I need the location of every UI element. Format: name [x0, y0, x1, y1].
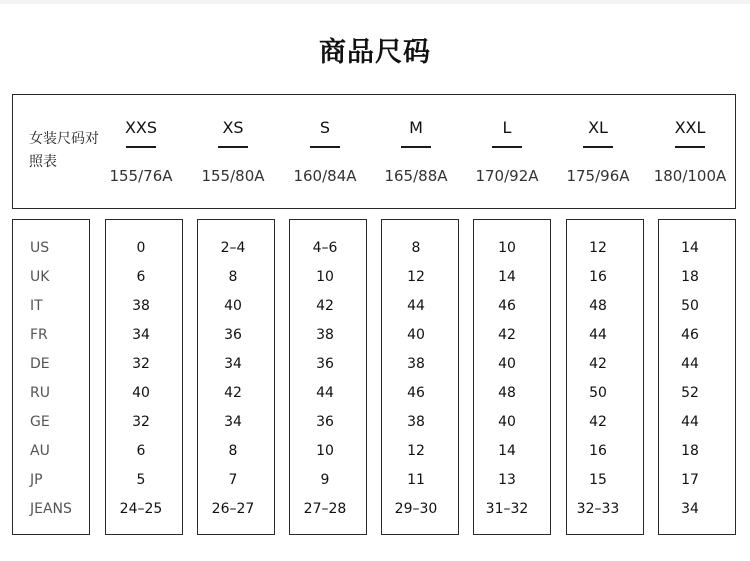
- table-cell: 42: [589, 356, 607, 372]
- region-label: UK: [30, 269, 50, 285]
- table-cell: 44: [407, 298, 425, 314]
- table-cell: 27–28: [303, 501, 347, 517]
- size-underline: [583, 146, 613, 148]
- table-cell: 44: [681, 356, 699, 372]
- size-name: XXL: [674, 118, 706, 137]
- table-cell: 0: [136, 240, 146, 256]
- region-label: DE: [30, 356, 50, 372]
- table-cell: 36: [316, 356, 334, 372]
- size-underline: [492, 146, 522, 148]
- table-cell: 50: [589, 385, 607, 401]
- table-cell: 32: [132, 356, 150, 372]
- table-cell: 18: [681, 443, 699, 459]
- table-cell: 38: [407, 414, 425, 430]
- table-cell: 38: [316, 327, 334, 343]
- size-underline: [126, 146, 156, 148]
- region-label: FR: [30, 327, 48, 343]
- table-cell: 34: [224, 414, 242, 430]
- table-cell: 29–30: [394, 501, 438, 517]
- table-cell: 48: [589, 298, 607, 314]
- table-cell: 13: [498, 472, 516, 488]
- table-cell: 40: [498, 356, 516, 372]
- table-cell: 12: [407, 443, 425, 459]
- table-cell: 34: [224, 356, 242, 372]
- table-cell: 40: [224, 298, 242, 314]
- size-standard: 175/96A: [566, 167, 630, 185]
- table-cell: 31–32: [485, 501, 529, 517]
- table-cell: 34: [132, 327, 150, 343]
- size-name: L: [502, 118, 512, 137]
- table-cell: 8: [228, 443, 238, 459]
- table-cell: 32–33: [576, 501, 620, 517]
- table-cell: 42: [498, 327, 516, 343]
- size-column-header: [280, 118, 370, 185]
- table-cell: 12: [407, 269, 425, 285]
- size-standard: 155/80A: [201, 167, 265, 185]
- table-cell: 40: [132, 385, 150, 401]
- table-cell: 44: [316, 385, 334, 401]
- table-cell: 44: [589, 327, 607, 343]
- size-column-header: [462, 118, 552, 185]
- table-cell: 46: [681, 327, 699, 343]
- table-cell: 10: [316, 443, 334, 459]
- table-cell: 34: [681, 501, 699, 517]
- table-cell: 5: [136, 472, 146, 488]
- table-cell: 2–4: [220, 240, 246, 256]
- table-cell: 6: [136, 443, 146, 459]
- table-cell: 40: [498, 414, 516, 430]
- table-cell: 15: [589, 472, 607, 488]
- table-cell: 40: [407, 327, 425, 343]
- table-cell: 9: [320, 472, 330, 488]
- table-cell: 16: [589, 443, 607, 459]
- size-chart-label: 女装尺码对照表: [29, 131, 99, 170]
- table-cell: 6: [136, 269, 146, 285]
- region-label: RU: [30, 385, 50, 401]
- size-underline: [675, 146, 705, 148]
- table-cell: 50: [681, 298, 699, 314]
- table-cell: 42: [316, 298, 334, 314]
- size-name: S: [319, 118, 331, 137]
- size-standard: 180/100A: [653, 167, 727, 185]
- region-label: JP: [30, 472, 43, 488]
- table-cell: 8: [228, 269, 238, 285]
- table-cell: 38: [132, 298, 150, 314]
- size-standard: 160/84A: [293, 167, 357, 185]
- table-cell: 12: [589, 240, 607, 256]
- size-standard: 165/88A: [384, 167, 448, 185]
- table-cell: 46: [498, 298, 516, 314]
- table-cell: 38: [407, 356, 425, 372]
- table-cell: 32: [132, 414, 150, 430]
- table-cell: 7: [228, 472, 238, 488]
- table-cell: 26–27: [211, 501, 255, 517]
- table-cell: 16: [589, 269, 607, 285]
- region-label: AU: [30, 443, 50, 459]
- table-cell: 14: [498, 443, 516, 459]
- table-cell: 52: [681, 385, 699, 401]
- region-label: GE: [30, 414, 50, 430]
- size-column-header: [188, 118, 278, 185]
- size-name: XL: [588, 118, 608, 137]
- table-cell: 44: [681, 414, 699, 430]
- table-cell: 18: [681, 269, 699, 285]
- table-cell: 8: [411, 240, 421, 256]
- table-cell: 24–25: [119, 501, 163, 517]
- size-column-header: [645, 118, 735, 185]
- size-standard: 170/92A: [475, 167, 539, 185]
- region-column-box: [12, 219, 90, 535]
- table-cell: 10: [316, 269, 334, 285]
- table-cell: 4–6: [312, 240, 338, 256]
- size-standard: 155/76A: [109, 167, 173, 185]
- region-label: US: [30, 240, 50, 256]
- table-cell: 14: [681, 240, 699, 256]
- size-underline: [401, 146, 431, 148]
- size-name: XXS: [124, 118, 158, 137]
- size-column-header: [96, 118, 186, 185]
- size-column-header: [371, 118, 461, 185]
- region-label: IT: [30, 298, 43, 314]
- size-name: XS: [222, 118, 244, 137]
- size-name: M: [409, 118, 423, 137]
- table-cell: 14: [498, 269, 516, 285]
- table-cell: 36: [224, 327, 242, 343]
- top-divider-strip: [0, 0, 750, 4]
- page-title: 商品尺码: [319, 37, 431, 68]
- table-cell: 10: [498, 240, 516, 256]
- size-underline: [218, 146, 248, 148]
- table-cell: 46: [407, 385, 425, 401]
- size-column-header: [553, 118, 643, 185]
- region-label: JEANS: [30, 501, 72, 517]
- table-cell: 17: [681, 472, 699, 488]
- table-cell: 36: [316, 414, 334, 430]
- table-cell: 48: [498, 385, 516, 401]
- table-cell: 11: [407, 472, 425, 488]
- table-cell: 42: [224, 385, 242, 401]
- table-cell: 42: [589, 414, 607, 430]
- size-underline: [310, 146, 340, 148]
